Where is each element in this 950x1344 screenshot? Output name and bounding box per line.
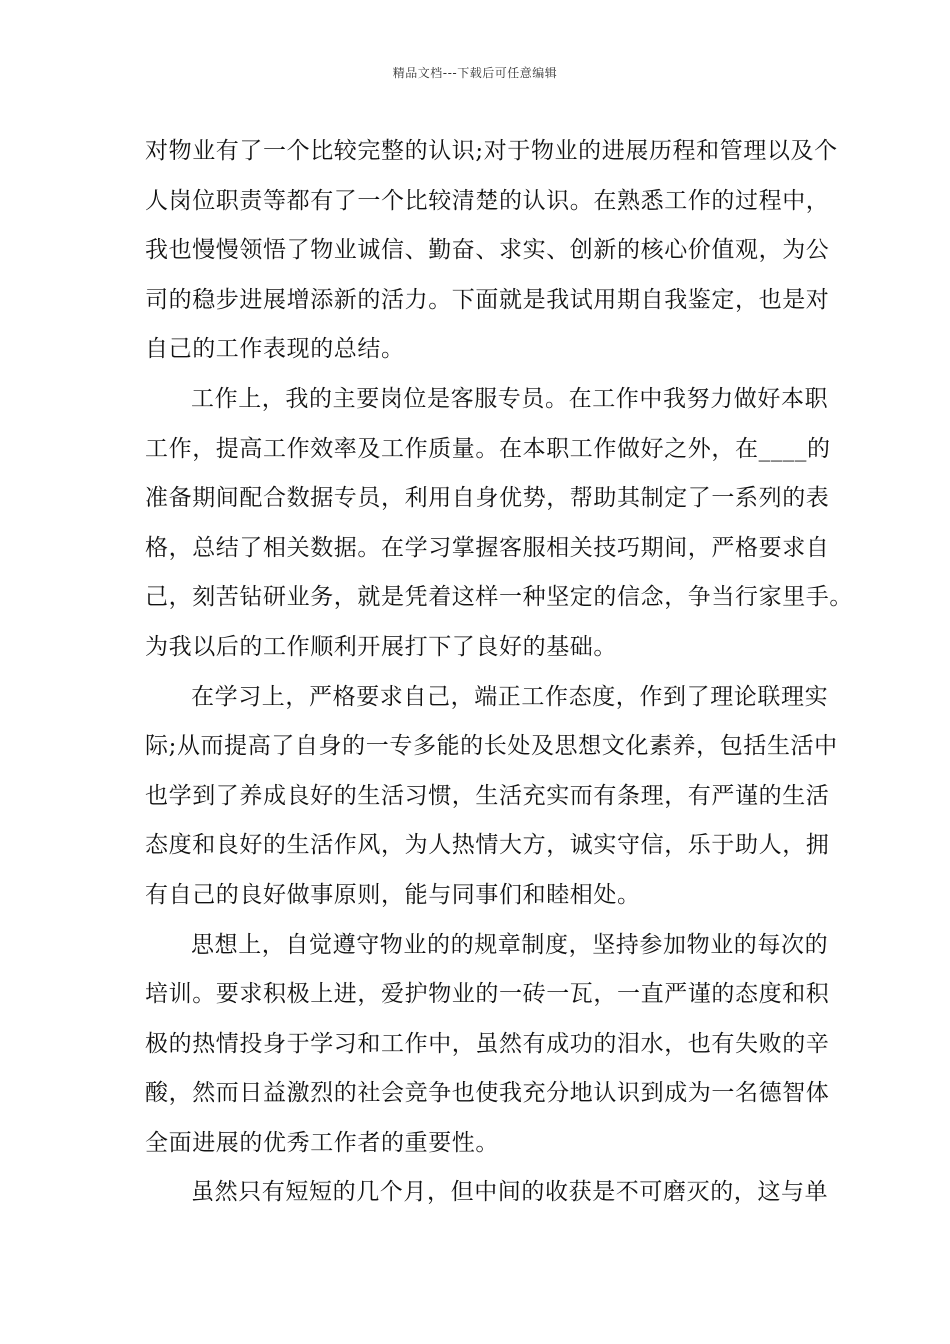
paragraph-first-line: 虽然只有短短的几个月，但中间的收获是不可磨灭的，这与单 — [191, 1179, 829, 1206]
text-line: 司的稳步进展增添新的活力。下面就是我试用期自我鉴定，也是对 — [145, 286, 830, 313]
text-line: 人岗位职责等都有了一个比较清楚的认识。在熟悉工作的过程中， — [145, 187, 830, 214]
text-line: 准备期间配合数据专员，利用自身优势，帮助其制定了一系列的表 — [145, 485, 830, 512]
text-line: 工作，提高工作效率及工作质量。在本职工作做好之外，在____的 — [145, 435, 831, 462]
page-header: 精品文档---下载后可任意编辑 — [392, 66, 558, 80]
paragraph-first-line: 在学习上，严格要求自己，端正工作态度，作到了理论联理实 — [191, 683, 829, 710]
text-line: 为我以后的工作顺利开展打下了良好的基础。 — [145, 633, 617, 660]
text-line: 际;从而提高了自身的一专多能的长处及思想文化素养，包括生活中 — [145, 733, 838, 760]
paragraph-first-line: 思想上，自觉遵守物业的的规章制度，坚持参加物业的每次的 — [191, 931, 829, 958]
text-line: 对物业有了一个比较完整的认识;对于物业的进展历程和管理以及个 — [145, 138, 838, 164]
text-line: 培训。要求积极上进，爱护物业的一砖一瓦，一直严谨的态度和积 — [145, 981, 830, 1008]
text-line: 己，刻苦钻研业务，就是凭着这样一种坚定的信念，争当行家里手。 — [145, 584, 853, 611]
text-line: 我也慢慢领悟了物业诚信、勤奋、求实、创新的核心价值观，为公 — [145, 237, 830, 264]
text-line: 有自己的良好做事原则，能与同事们和睦相处。 — [145, 881, 641, 908]
document-body — [145, 127, 853, 1218]
text-line: 全面进展的优秀工作者的重要性。 — [145, 1129, 499, 1156]
text-line: 酸，然而日益激烈的社会竞争也使我充分地认识到成为一名德智体 — [145, 1080, 830, 1107]
text-line: 极的热情投身于学习和工作中，虽然有成功的泪水，也有失败的辛 — [145, 1030, 830, 1057]
text-line: 格，总结了相关数据。在学习掌握客服相关技巧期间，严格要求自 — [145, 534, 830, 561]
paragraph-first-line: 工作上，我的主要岗位是客服专员。在工作中我努力做好本职 — [191, 385, 829, 412]
text-line: 自己的工作表现的总结。 — [145, 336, 405, 363]
text-line: 也学到了养成良好的生活习惯，生活充实而有条理，有严谨的生活 — [145, 782, 830, 809]
text-line: 态度和良好的生活作风，为人热情大方，诚实守信，乐于助人，拥 — [145, 832, 830, 859]
